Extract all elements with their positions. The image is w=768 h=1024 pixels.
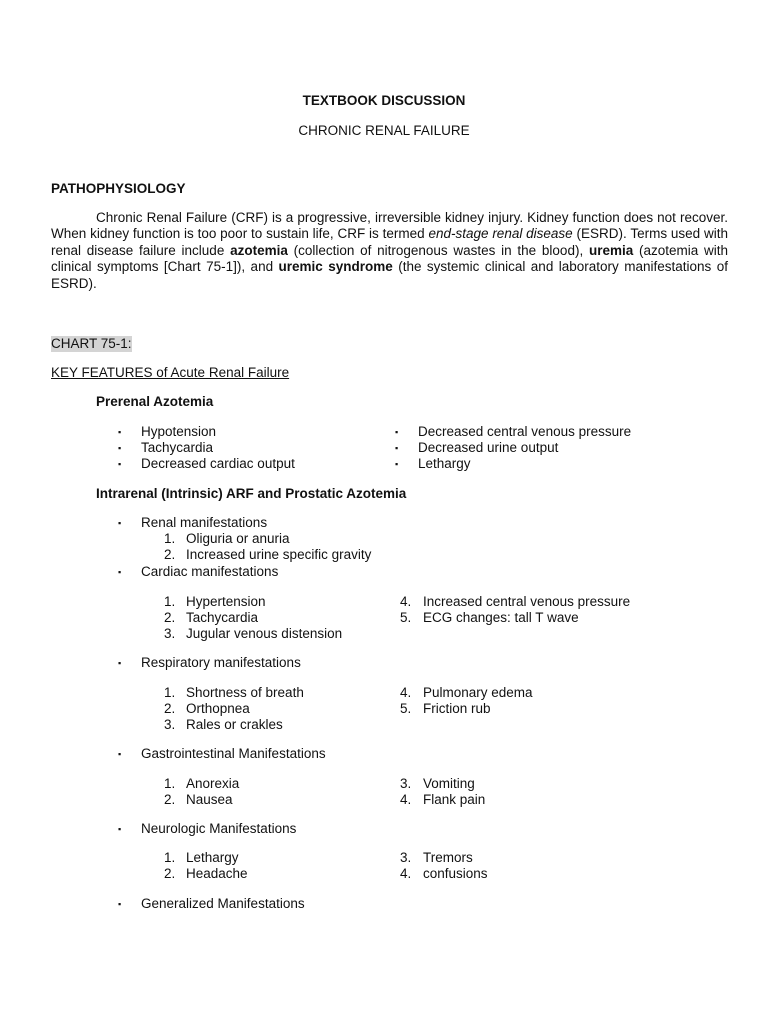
list-number: 4. (400, 685, 412, 700)
prerenal-left-item: Hypotension (141, 424, 217, 439)
list-number: 3. (164, 626, 176, 641)
list-item: Pulmonary edema (423, 685, 533, 700)
para-text-4: (azotemia with clinical symptoms [Chart 75-1]), and (51, 242, 728, 275)
gi-manifestations-label: Gastrointestinal Manifestations (141, 746, 326, 761)
list-number: 4. (400, 866, 412, 881)
bullet-icon (395, 440, 398, 456)
para-text-2: (ESRD). Terms used with renal disease failure include (51, 226, 728, 258)
bullet-icon (118, 424, 121, 440)
list-item: Shortness of breath (186, 685, 304, 700)
list-number: 2. (164, 792, 176, 807)
list-item: ECG changes: tall T wave (423, 610, 579, 625)
para-text-5: (the systemic clinical and laboratory manifestations of ESRD). (51, 259, 728, 291)
list-number: 1. (164, 850, 176, 865)
list-number: 4. (400, 792, 412, 807)
generalized-manifestations-label: Generalized Manifestations (141, 896, 305, 911)
list-item: Tachycardia (186, 610, 259, 625)
bullet-icon (118, 456, 121, 472)
list-item: Rales or crakles (186, 717, 283, 732)
pathophysiology-paragraph (51, 210, 728, 292)
section-heading-pathophysiology: PATHOPHYSIOLOGY (51, 181, 186, 196)
list-item: Anorexia (186, 776, 240, 791)
list-item: Jugular venous distension (186, 626, 343, 641)
bullet-icon (118, 896, 121, 912)
para-text-3: (collection of nitrogenous wastes in the blood), (287, 242, 589, 258)
list-item: Headache (186, 866, 248, 881)
bullet-icon (118, 655, 121, 671)
prerenal-right-item: Decreased urine output (418, 440, 559, 455)
list-item: Orthopnea (186, 701, 250, 716)
intrarenal-heading: Intrarenal (Intrinsic) ARF and Prostatic Azotemia (96, 486, 407, 501)
bullet-icon (118, 564, 121, 580)
list-item: Nausea (186, 792, 233, 807)
bullet-icon (395, 456, 398, 472)
list-number: 5. (400, 701, 412, 716)
term-uremic-syndrome: uremic syndrome (278, 259, 393, 275)
list-number: 2. (164, 701, 176, 716)
bullet-icon (118, 515, 121, 531)
list-item: Hypertension (186, 594, 266, 609)
list-item: Increased central venous pressure (423, 594, 631, 609)
list-number: 3. (164, 717, 176, 732)
neuro-manifestations-label: Neurologic Manifestations (141, 821, 297, 836)
chart-label: CHART 75-1: (51, 336, 132, 351)
list-item: Flank pain (423, 792, 486, 807)
list-number: 5. (400, 610, 412, 625)
bullet-icon (395, 424, 398, 440)
prerenal-right-item: Lethargy (418, 456, 471, 471)
term-esrd: end-stage renal disease (428, 226, 573, 242)
para-text-1: Chronic Renal Failure (CRF) is a progressive, irreversible kidney injury. Kidney function does not recover. When kidney function is too poor to sustain life, CRF is termed (51, 210, 728, 242)
respiratory-manifestations-label: Respiratory manifestations (141, 655, 301, 670)
term-azotemia: azotemia (230, 242, 288, 258)
list-number: 1. (164, 531, 176, 546)
list-item: Tremors (423, 850, 473, 865)
bullet-icon (118, 440, 121, 456)
list-number: 3. (400, 850, 412, 865)
prerenal-right-item: Decreased central venous pressure (418, 424, 632, 439)
list-number: 1. (164, 776, 176, 791)
list-number: 1. (164, 685, 176, 700)
prerenal-heading: Prerenal Azotemia (96, 394, 214, 409)
list-item: Friction rub (423, 701, 491, 716)
list-number: 1. (164, 594, 176, 609)
list-item: Oliguria or anuria (186, 531, 290, 546)
list-item: Vomiting (423, 776, 475, 791)
list-number: 3. (400, 776, 412, 791)
list-item: Increased urine specific gravity (186, 547, 372, 562)
prerenal-left-item: Decreased cardiac output (141, 456, 295, 471)
list-item: confusions (423, 866, 488, 881)
list-number: 2. (164, 610, 176, 625)
list-item: Lethargy (186, 850, 239, 865)
list-number: 2. (164, 866, 176, 881)
chart-title: KEY FEATURES of Acute Renal Failure (51, 365, 290, 380)
document-subtitle: CHRONIC RENAL FAILURE (298, 123, 470, 138)
bullet-icon (118, 746, 121, 762)
renal-manifestations-label: Renal manifestations (141, 515, 268, 530)
list-number: 2. (164, 547, 176, 562)
document-title: TEXTBOOK DISCUSSION (302, 93, 466, 108)
term-uremia: uremia (588, 242, 634, 258)
cardiac-manifestations-label: Cardiac manifestations (141, 564, 279, 579)
bullet-icon (118, 821, 121, 837)
prerenal-left-item: Tachycardia (141, 440, 214, 455)
list-number: 4. (400, 594, 412, 609)
